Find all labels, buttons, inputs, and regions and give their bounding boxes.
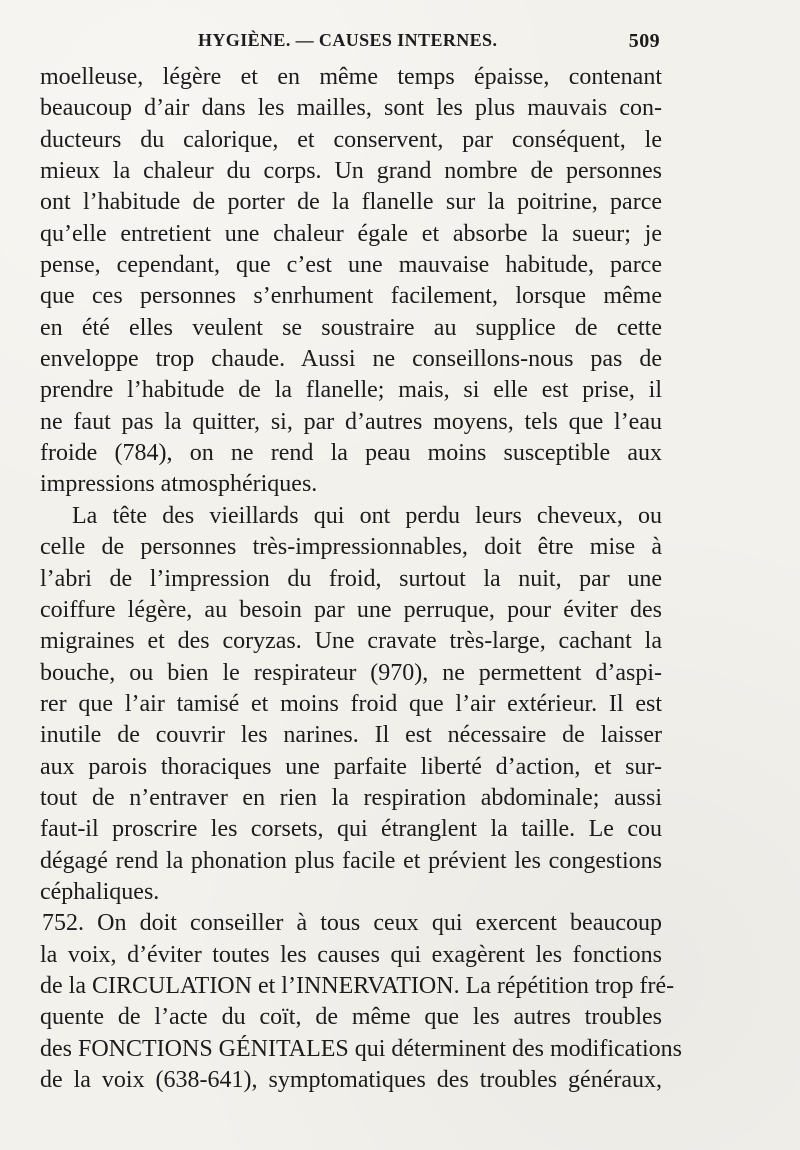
text-line: ont l’habitude de porter de la flanelle sur la poitrine, parce: [40, 189, 662, 216]
text-line: quente de l’acte du coït, de même que les autres troubles: [40, 1004, 662, 1031]
text-line: de la voix (638-641), symptomatiques des troubles généraux,: [40, 1067, 662, 1093]
text-line: de la CIRCULATION et l’INNERVATION. La répétition trop fré-: [40, 972, 675, 999]
text-line: bouche, ou bien le respirateur (970), ne permettent d’aspi-: [40, 659, 662, 686]
text-line: beaucoup d’air dans les mailles, sont les plus mauvais con-: [40, 95, 662, 122]
text-line: en été elles veulent se soustraire au supplice de cette: [40, 314, 662, 341]
text-line: que ces personnes s’enrhument facilement, lorsque même: [40, 283, 662, 310]
text-line: qu’elle entretient une chaleur égale et absorbe la sueur; je: [40, 220, 662, 247]
text-line: ne faut pas la quitter, si, par d’autres moyens, tels que l’eau: [40, 408, 662, 435]
text-line: pense, cependant, que c’est une mauvaise habitude, parce: [40, 252, 662, 279]
text-line: 752. On doit conseiller à tous ceux qui exercent beaucoup: [42, 910, 662, 937]
text-line: mieux la chaleur du corps. Un grand nombre de personnes: [40, 158, 662, 185]
text-line: faut-il proscrire les corsets, qui étranglent la taille. Le cou: [40, 816, 662, 843]
text-line: céphaliques.: [40, 878, 160, 905]
page-header: [40, 30, 660, 62]
text-line: tout de n’entraver en rien la respiration abdominale; aussi: [40, 784, 662, 811]
text-line: dégagé rend la phonation plus facile et prévient les congestions: [40, 847, 662, 874]
text-line: coiffure légère, au besoin par une perruque, pour éviter des: [40, 596, 662, 623]
text-line: moelleuse, légère et en même temps épaisse, contenant: [40, 64, 662, 90]
text-line: inutile de couvrir les narines. Il est nécessaire de laisser: [40, 722, 662, 749]
running-title: HYGIÈNE. — CAUSES INTERNES.: [198, 30, 498, 50]
text-line: ducteurs du calorique, et conservent, par conséquent, le: [40, 126, 662, 153]
text-line: des FONCTIONS GÉNITALES qui déterminent des modifications: [40, 1035, 682, 1062]
text-line: enveloppe trop chaude. Aussi ne conseillons-nous pas de: [40, 346, 662, 373]
text-line: l’abri de l’impression du froid, surtout la nuit, par une: [40, 565, 662, 592]
text-line: La tête des vieillards qui ont perdu leurs cheveux, ou: [72, 502, 662, 529]
text-line: celle de personnes très-impressionnables, doit être mise à: [40, 534, 662, 561]
text-line: la voix, d’éviter toutes les causes qui exagèrent les fonctions: [40, 941, 662, 968]
text-line: froide (784), on ne rend la peau moins susceptible aux: [40, 440, 662, 467]
text-line: rer que l’air tamisé et moins froid que l’air extérieur. Il est: [40, 690, 662, 717]
text-line: prendre l’habitude de la flanelle; mais, si elle est prise, il: [40, 377, 662, 404]
text-line: aux parois thoraciques une parfaite liberté d’action, et sur-: [40, 753, 662, 780]
text-line: migraines et des coryzas. Une cravate très-large, cachant la: [40, 628, 662, 655]
text-line: impressions atmosphériques.: [40, 471, 318, 498]
body-text: [40, 62, 682, 1096]
page-number: 509: [628, 30, 660, 52]
